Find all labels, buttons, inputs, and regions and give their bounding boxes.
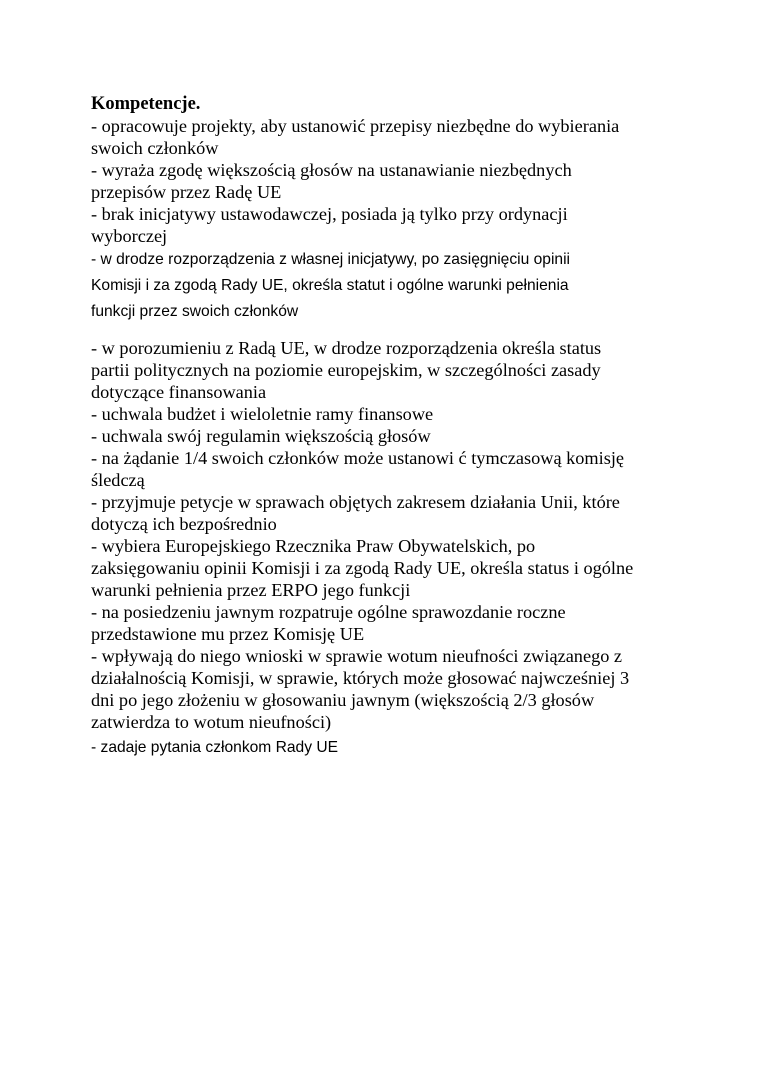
text-line: zaksięgowaniu opinii Komisji i za zgodą Rady UE, określa status i ogólne [91, 558, 634, 578]
text-line: - w drodze rozporządzenia z własnej inicjatywy, po zasięgnięciu opinii [91, 251, 571, 268]
text-line: działalnością Komisji, w sprawie, których może głosować najwcześniej 3 [91, 668, 630, 688]
text-line: zatwierdza to wotum nieufności) [91, 712, 332, 732]
paragraph-gap [91, 325, 681, 337]
document-content [91, 93, 681, 761]
competence-block-1 [91, 115, 681, 247]
text-line: - przyjmuje petycje w sprawach objętych zakresem działania Unii, które [91, 492, 620, 512]
text-line: - na posiedzeniu jawnym rozpatruje ogólne sprawozdanie roczne [91, 602, 566, 622]
text-line: - uchwala swój regulamin większością głosów [91, 426, 431, 446]
text-line: - wpływają do niego wnioski w sprawie wotum nieufności związanego z [91, 646, 623, 666]
text-line: - na żądanie 1/4 swoich członków może ustanowi ć tymczasową komisję [91, 448, 625, 468]
text-line: przepisów przez Radę UE [91, 182, 282, 202]
text-line: Komisji i za zgodą Rady UE, określa statut i ogólne warunki pełnienia [91, 277, 569, 294]
text-line: dotyczą ich bezpośrednio [91, 514, 277, 534]
text-line: śledczą [91, 470, 145, 490]
competence-block-3 [91, 337, 681, 733]
text-line: warunki pełnienia przez ERPO jego funkcji [91, 580, 411, 600]
text-line: swoich członków [91, 138, 219, 158]
section-heading: Kompetencje. [91, 94, 201, 114]
text-line: dotyczące finansowania [91, 382, 267, 402]
text-line: przedstawione mu przez Komisję UE [91, 624, 365, 644]
text-line: - opracowuje projekty, aby ustanowić przepisy niezbędne do wybierania [91, 116, 620, 136]
text-line: - wyraża zgodę większością głosów na ustanawianie niezbędnych [91, 160, 572, 180]
text-line: - w porozumieniu z Radą UE, w drodze rozporządzenia określa status [91, 338, 602, 358]
text-line: partii politycznych na poziomie europejskim, w szczególności zasady [91, 360, 601, 380]
text-line: - zadaje pytania członkom Rady UE [91, 739, 339, 756]
text-line: funkcji przez swoich członków [91, 303, 299, 320]
text-line: dni po jego złożeniu w głosowaniu jawnym (większością 2/3 głosów [91, 690, 595, 710]
text-line: wyborczej [91, 226, 168, 246]
competence-block-4 [91, 735, 681, 761]
text-line: - wybiera Europejskiego Rzecznika Praw Obywatelskich, po [91, 536, 536, 556]
text-line: - brak inicjatywy ustawodawczej, posiada ją tylko przy ordynacji [91, 204, 568, 224]
competence-block-2 [91, 247, 681, 325]
text-line: - uchwala budżet i wieloletnie ramy finansowe [91, 404, 434, 424]
